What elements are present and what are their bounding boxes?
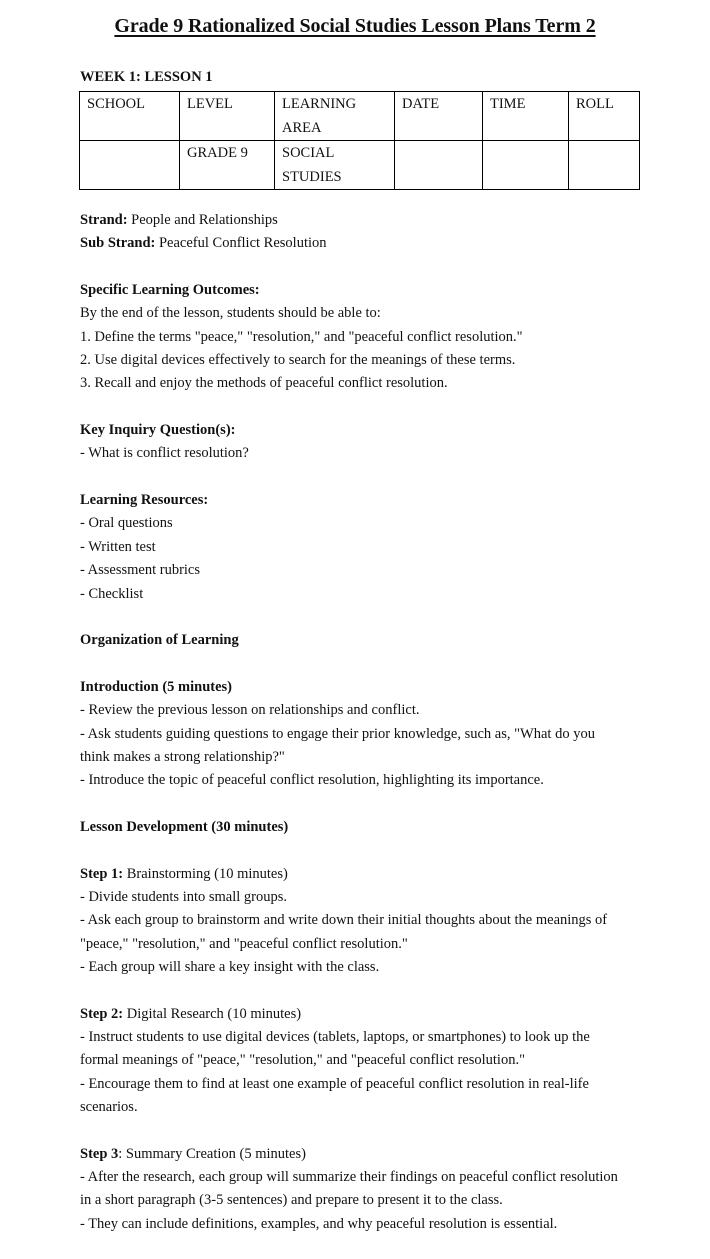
header-roll: ROLL xyxy=(569,92,640,141)
step-3-title: : Summary Creation (5 minutes) xyxy=(118,1145,306,1162)
step-1-label: Step 1: xyxy=(80,865,124,882)
cell-roll xyxy=(569,141,640,190)
strand-label: Strand: xyxy=(80,212,128,228)
strand-value: People and Relationships xyxy=(131,212,278,228)
table-row xyxy=(80,141,640,190)
cell-level: GRADE 9 xyxy=(180,141,275,190)
step-2-label: Step 2: xyxy=(80,1005,124,1022)
spacer xyxy=(80,1119,650,1142)
outcome-item: 2. Use digital devices effectively to search for the meanings of these terms. xyxy=(80,352,516,369)
spacer xyxy=(80,653,650,676)
step-2-title: Digital Research (10 minutes) xyxy=(123,1005,302,1022)
spacer xyxy=(80,256,650,279)
step-3-line: in a short paragraph (3-5 sentences) and prepare to present it to the class. xyxy=(80,1192,503,1209)
inquiry-heading: Key Inquiry Question(s): xyxy=(80,422,236,439)
outcomes-heading: Specific Learning Outcomes: xyxy=(80,282,260,299)
inquiry-item: - What is conflict resolution? xyxy=(80,445,249,462)
step-1-heading xyxy=(80,863,650,886)
development-heading: Lesson Development (30 minutes) xyxy=(80,818,289,835)
outcome-item: 1. Define the terms "peace," "resolution," and "peaceful conflict resolution." xyxy=(80,328,523,345)
document-title: Grade 9 Rationalized Social Studies Lesson Plans Term 2 xyxy=(114,15,596,37)
resource-item: - Oral questions xyxy=(80,515,173,532)
header-date: DATE xyxy=(395,92,483,141)
introduction-line: - Introduce the topic of peaceful conflict resolution, highlighting its importance. xyxy=(80,772,544,789)
cell-school xyxy=(80,141,180,190)
introduction-line: - Ask students guiding questions to engage their prior knowledge, such as, "What do you xyxy=(80,725,595,742)
cell-date xyxy=(395,141,483,190)
step-1-title: Brainstorming (10 minutes) xyxy=(123,865,288,882)
step-2-line: - Instruct students to use digital devices (tablets, laptops, or smartphones) to look up the xyxy=(80,1029,590,1046)
week-lesson-label: WEEK 1: LESSON 1 xyxy=(80,69,213,85)
header-level: LEVEL xyxy=(180,92,275,141)
table-header-row xyxy=(80,92,640,141)
header-school: SCHOOL xyxy=(80,92,180,141)
spacer xyxy=(80,793,650,816)
resource-item: - Checklist xyxy=(80,585,144,602)
step-1-line: - Ask each group to brainstorm and write down their initial thoughts about the meanings of xyxy=(80,912,608,929)
introduction-line: think makes a strong relationship?" xyxy=(80,748,285,765)
lesson-body xyxy=(80,209,650,1236)
outcome-item: 3. Recall and enjoy the methods of peaceful conflict resolution. xyxy=(80,375,448,392)
sub-strand-label: Sub Strand: xyxy=(80,235,156,252)
sub-strand-line xyxy=(80,232,650,255)
step-1-line: - Each group will share a key insight with the class. xyxy=(80,959,380,975)
lesson-info-table xyxy=(79,91,640,190)
spacer xyxy=(80,606,650,629)
header-time: TIME xyxy=(483,92,569,141)
resource-item: - Written test xyxy=(80,538,156,555)
step-2-line: scenarios. xyxy=(80,1099,138,1116)
step-3-line: - They can include definitions, examples, and why peaceful resolution is essential. xyxy=(80,1215,558,1232)
strand-line xyxy=(80,209,650,232)
introduction-line: - Review the previous lesson on relationships and conflict. xyxy=(80,702,420,719)
step-3-label: Step 3 xyxy=(80,1145,119,1162)
step-3-line: - After the research, each group will summarize their findings on peaceful conflict resolution xyxy=(80,1169,618,1186)
sub-strand-value: Peaceful Conflict Resolution xyxy=(158,235,327,252)
outcomes-intro: By the end of the lesson, students should be able to: xyxy=(80,305,381,322)
spacer xyxy=(80,839,650,862)
step-2-line: - Encourage them to find at least one example of peaceful conflict resolution in real-life xyxy=(80,1075,589,1092)
introduction-heading: Introduction (5 minutes) xyxy=(80,678,232,695)
cell-learning-area: SOCIAL STUDIES xyxy=(275,141,395,190)
resources-heading: Learning Resources: xyxy=(80,492,209,509)
resource-item: - Assessment rubrics xyxy=(80,562,201,579)
cell-time xyxy=(483,141,569,190)
step-1-line: "peace," "resolution," and "peaceful conflict resolution." xyxy=(80,935,408,952)
step-3-heading xyxy=(80,1143,650,1166)
step-2-line: formal meanings of "peace," "resolution," and "peaceful conflict resolution." xyxy=(80,1052,525,1069)
step-1-line: - Divide students into small groups. xyxy=(80,888,288,905)
step-2-heading xyxy=(80,1003,650,1026)
organization-heading: Organization of Learning xyxy=(80,632,239,649)
spacer xyxy=(80,396,650,419)
header-learning-area: LEARNING AREA xyxy=(275,92,395,141)
spacer xyxy=(80,466,650,489)
spacer xyxy=(80,979,650,1002)
